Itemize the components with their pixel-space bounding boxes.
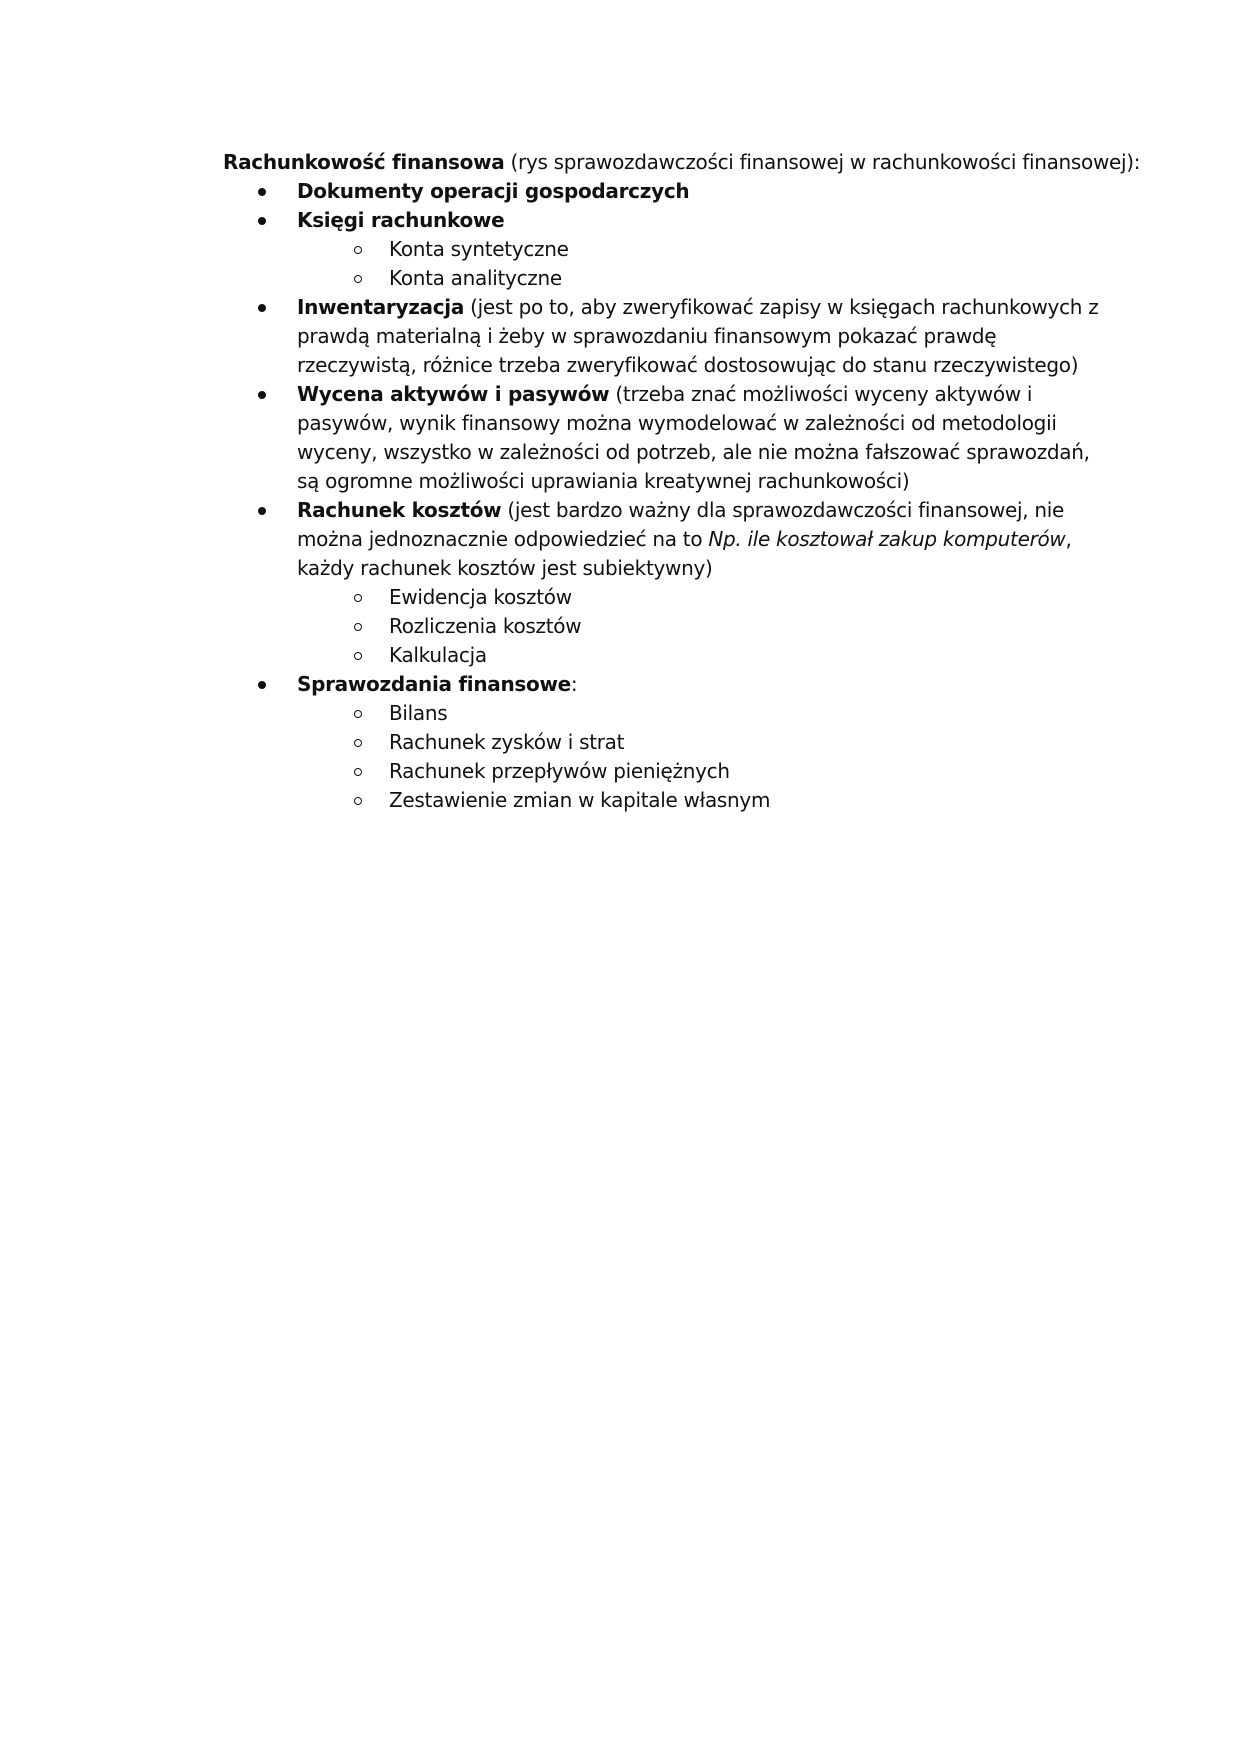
item-title: Rachunek kosztów — [297, 498, 502, 522]
hollow-bullet-icon — [354, 246, 362, 254]
sub-list-item — [297, 786, 1103, 815]
sub-list-item — [297, 728, 1103, 757]
list-item-rachunek-kosztow — [223, 496, 1103, 670]
sub-item-text: Rozliczenia kosztów — [389, 614, 582, 638]
item-text-after: , każdy rachunek kosztów jest subiektywny) — [297, 527, 1072, 580]
heading-bold: Rachunkowość finansowa — [223, 150, 505, 174]
item-title: Wycena aktywów i pasywów — [297, 382, 610, 406]
item-text: : — [570, 672, 578, 696]
hollow-bullet-icon — [354, 797, 362, 805]
hollow-bullet-icon — [354, 623, 362, 631]
sub-list-item — [297, 699, 1103, 728]
item-text: (jest bardzo ważny dla sprawozdawczości finansowej, nie można jednoznacznie odpowiedzieć na to — [297, 498, 1065, 551]
list-item-ksiegi — [223, 206, 1103, 293]
filled-bullet-icon — [258, 217, 266, 225]
sub-list-item — [297, 612, 1103, 641]
sub-item-text: Rachunek przepływów pieniężnych — [389, 759, 730, 783]
filled-bullet-icon — [258, 391, 266, 399]
sub-list — [297, 235, 1103, 293]
sub-item-text: Konta syntetyczne — [389, 237, 569, 261]
item-italic-text: Np. ile kosztował zakup komputerów — [708, 527, 1066, 551]
sub-list-item — [297, 235, 1103, 264]
list-item-sprawozdania — [223, 670, 1103, 815]
sub-item-text: Rachunek zysków i strat — [389, 730, 625, 754]
sub-list — [297, 583, 1103, 670]
list-item-wycena — [223, 380, 1103, 496]
hollow-bullet-icon — [354, 652, 362, 660]
sub-item-text: Konta analityczne — [389, 266, 562, 290]
filled-bullet-icon — [258, 188, 266, 196]
item-title: Sprawozdania finansowe — [297, 672, 571, 696]
hollow-bullet-icon — [354, 275, 362, 283]
sub-list — [297, 699, 1103, 815]
item-title: Inwentaryzacja — [297, 295, 465, 319]
filled-bullet-icon — [258, 681, 266, 689]
document-content — [223, 148, 1141, 815]
sub-list-item — [297, 583, 1103, 612]
filled-bullet-icon — [258, 507, 266, 515]
item-text: (trzeba znać możliwości wyceny aktywów i pasywów, wynik finansowy można wymodelować w zależności od metodologii wyceny, wszystko w zależności od potrzeb, ale nie można fałszować sprawozdań, są ogromne możliwości uprawiania kreatywnej rachunkowości) — [297, 382, 1090, 493]
item-text: (jest po to, aby zweryfikować zapisy w księgach rachunkowych z prawdą materialną i żeby w sprawozdaniu finansowym pokazać prawdę rzeczywistą, różnice trzeba zweryfikować dostosowując do stanu rzeczywistego) — [297, 295, 1099, 377]
sub-item-text: Zestawienie zmian w kapitale własnym — [389, 788, 771, 812]
sub-list-item — [297, 757, 1103, 786]
item-title: Księgi rachunkowe — [297, 208, 505, 232]
document-heading — [223, 148, 1141, 177]
sub-list-item — [297, 641, 1103, 670]
sub-item-text: Bilans — [389, 701, 448, 725]
item-title: Dokumenty operacji gospodarczych — [297, 179, 690, 203]
hollow-bullet-icon — [354, 739, 362, 747]
heading-rest: (rys sprawozdawczości finansowej w rachunkowości finansowej): — [504, 150, 1141, 174]
sub-list-item — [297, 264, 1103, 293]
hollow-bullet-icon — [354, 710, 362, 718]
hollow-bullet-icon — [354, 768, 362, 776]
list-item-dokumenty — [223, 177, 1103, 206]
list-item-inwentaryzacja — [223, 293, 1103, 380]
sub-item-text: Kalkulacja — [389, 643, 487, 667]
main-list — [223, 177, 1103, 815]
hollow-bullet-icon — [354, 594, 362, 602]
filled-bullet-icon — [258, 304, 266, 312]
sub-item-text: Ewidencja kosztów — [389, 585, 572, 609]
